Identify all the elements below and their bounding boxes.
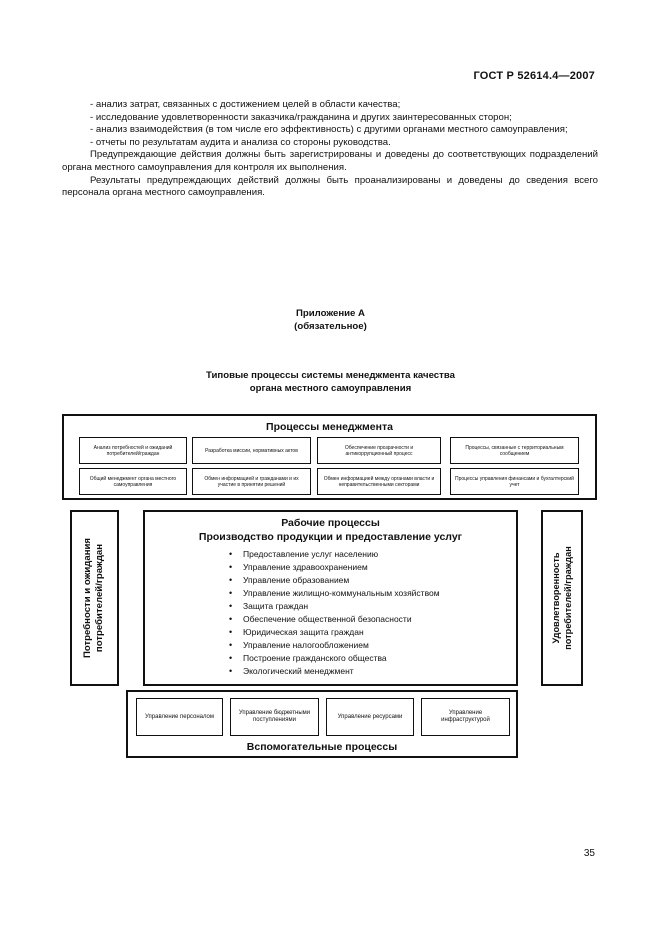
working-item: • Управление жилищно-коммунальным хозяйством <box>229 587 509 600</box>
customer-satisfaction-block <box>541 510 583 686</box>
support-item: Управление персоналом <box>136 698 223 736</box>
working-item: • Предоставление услуг населению <box>229 548 509 561</box>
working-item: • Защита граждан <box>229 600 509 613</box>
working-processes-block <box>143 510 518 686</box>
management-title: Процессы менеджмента <box>266 421 393 433</box>
working-item: • Обеспечение общественной безопасности <box>229 613 509 626</box>
working-item: • Юридическая защита граждан <box>229 626 509 639</box>
customer-needs-label: Потребности и ожидания потребителей/граждан <box>82 537 106 659</box>
list-item: - исследование удовлетворенности заказчика/гражданина и других заинтересованных сторон; <box>90 111 512 123</box>
working-subtitle: Производство продукции и предоставление услуг <box>198 531 463 543</box>
working-item: • Управление здравоохранением <box>229 561 509 574</box>
paragraph: Результаты предупреждающих действий должны быть проанализированы и доведены до сведения всего персонала органа местного самоуправления. <box>62 174 598 199</box>
list-item: - анализ взаимодействия (в том числе его эффективность) с другими органами местного самоуправления; <box>90 124 568 136</box>
customer-satisfaction-label: Удовлетворенность потребителей/граждан <box>551 546 574 650</box>
support-item: Управление бюджетными поступлениями <box>230 698 319 736</box>
support-title: Вспомогательные процессы <box>246 741 398 753</box>
working-item: • Построение гражданского общества <box>229 652 509 665</box>
working-item: • Управление образованием <box>229 574 509 587</box>
management-item: Разработка миссии, нормативных актов <box>192 437 311 464</box>
list-item: - анализ затрат, связанных с достижением целей в области качества; <box>90 99 401 110</box>
management-item: Обмен информацией и гражданами и их участие в принятии решений <box>192 468 311 495</box>
list-item: - отчеты по результатам аудита и анализа со стороны руководства. <box>90 136 391 148</box>
standard-designation: ГОСТ Р 52614.4—2007 <box>473 70 595 82</box>
page-number: 35 <box>583 848 595 859</box>
appendix-heading <box>0 308 661 333</box>
support-item: Управление ресурсами <box>326 698 414 736</box>
support-item: Управление инфраструктурой <box>421 698 510 736</box>
customer-needs-block <box>70 510 119 686</box>
working-item: • Управление налогообложением <box>229 639 509 652</box>
body-text <box>62 99 598 200</box>
appendix-title: Приложение А <box>296 308 365 319</box>
management-item: Обмен информацией между органами власти и неправительственными секторами <box>317 468 441 495</box>
working-title: Рабочие процессы <box>281 517 380 529</box>
management-item: Анализ потребностей и ожиданий потребителей/граждан <box>79 437 187 464</box>
figure-title-line: Типовые процессы системы менеджмента качества <box>206 370 455 381</box>
management-item: Общий менеджмент органа местного самоуправления <box>79 468 187 495</box>
management-item: Обеспечение прозрачности и антикоррупционный процесс <box>317 437 441 464</box>
appendix-status: (обязательное) <box>294 320 367 332</box>
working-item: • Экологический менеджмент <box>229 665 509 678</box>
management-item: Процессы управления финансами и бухгалтерский учет <box>450 468 579 495</box>
paragraph: Предупреждающие действия должны быть зарегистрированы и доведены до соответствующих подразделений органа местного самоуправления для контроля их выполнения. <box>62 149 598 173</box>
management-item: Процессы, связанные с территориальным сообщением <box>450 437 579 464</box>
figure-title-line: органа местного самоуправления <box>249 382 412 394</box>
working-items-list <box>229 548 509 678</box>
figure-title <box>0 370 661 395</box>
